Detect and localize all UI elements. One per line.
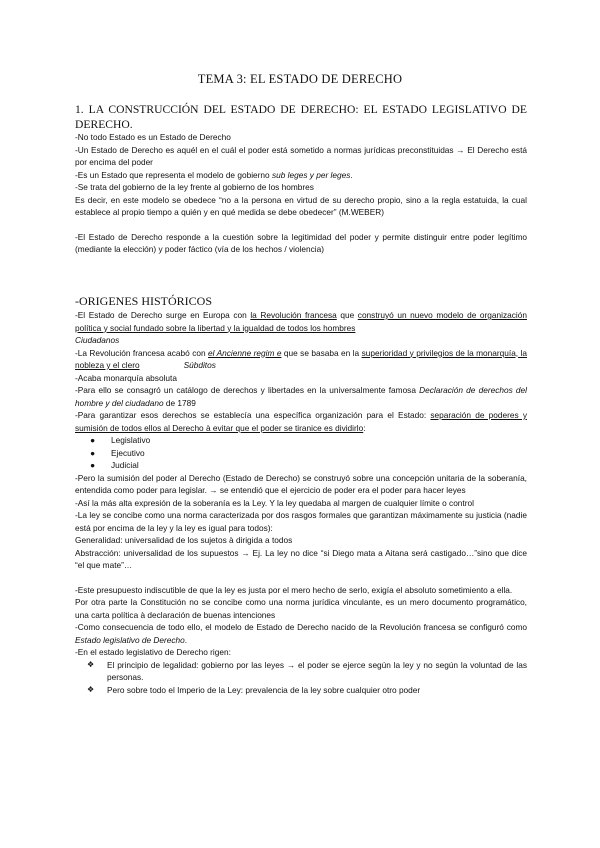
section-2-heading: -ORIGENES HISTÓRICOS — [75, 294, 213, 308]
paragraph: Generalidad: universalidad de los sujetos à dirigida a todos — [75, 535, 293, 545]
bullet-icon: ● — [90, 460, 96, 470]
paragraph: -El Estado de Derecho surge en Europa con la Revolución francesa que construyó un nuevo modelo de organización política y social fundado sobre la libertad y la igualdad de todos los hombres Ciudadanos — [75, 310, 527, 345]
paragraph: -La ley se concibe como una norma caracterizada por dos rasgos formales que garantizan máximamente su justicia (nadie está por encima de la ley y la ley es igual para todos): — [75, 510, 527, 533]
list-item: ● Ejecutivo — [90, 447, 145, 458]
list-item: ● Legislativo — [90, 435, 151, 445]
list-item: ● Judicial — [90, 460, 139, 470]
diamond-bullet-icon: ❖ — [87, 684, 95, 694]
paragraph: -Para ello se consagró un catálogo de derechos y libertades en la universalmente famosa Declaración de derechos del hombre y del ciudadano de 1789 — [75, 385, 527, 408]
section-1-heading: 1. LA CONSTRUCCIÓN DEL ESTADO DE DERECHO: EL ESTADO LEGISLATIVO DE DERECHO. — [75, 103, 527, 131]
document-title: TEMA 3: EL ESTADO DE DERECHO — [197, 72, 403, 86]
paragraph: -Pero la sumisión del poder al Derecho (Estado de Derecho) se construyó sobre una concepción unitaria de la soberanía, entendida como poder para legislar. → se entendió que el ejercicio de poder era el poder para hacer leyes — [75, 472, 527, 495]
bullet-icon: ● — [90, 447, 96, 458]
powers-list — [75, 434, 527, 472]
paragraph: Abstracción: universalidad de los supuestos → Ej. La ley no dice “si Diego mata a Aitana será castigado…”sino que dice “el que mate”… — [75, 547, 527, 570]
paragraph: -Se trata del gobierno de la ley frente al gobierno de los hombres — [75, 182, 314, 192]
paragraph: -Como consecuencia de todo ello, el modelo de Estado de Derecho nacido de la Revolución francesa se configuró como Estado legislativo de Derecho. — [75, 622, 527, 645]
paragraph: -Así la más alta expresión de la soberanía es la Ley. Y la ley quedaba al margen de cualquier límite o control — [75, 497, 474, 508]
diamond-bullet-icon: ❖ — [87, 659, 95, 669]
paragraph: -No todo Estado es un Estado de Derecho — [75, 132, 231, 142]
paragraph: -Para garantizar esos derechos se establecía una específica organización para el Estado: separación de poderes y sumisión de todos ellos al Derecho à evitar que el poder se tiranice es dividirlo: — [75, 410, 527, 433]
section-1-body — [75, 131, 527, 256]
paragraph: -En el estado legislativo de Derecho rigen: — [75, 647, 231, 657]
list-item: ❖ El principio de legalidad: gobierno por las leyes → el poder se ejerce según la ley y no según la voluntad de las personas. — [87, 659, 527, 682]
paragraph: -Es un Estado que representa el modelo de gobierno sub leges y per leges. — [75, 169, 353, 180]
paragraph: -Acaba monarquía absoluta — [75, 372, 177, 383]
quote-paragraph: Es decir, en este modelo se obedece “no a la persona en virtud de su derecho propio, sino a la regla estatuida, la cual establece al propio tiempo a quién y en qué medida se debe obedecer” (M.WEBER) — [75, 194, 527, 217]
bullet-icon: ● — [90, 435, 96, 445]
section-2-body — [75, 309, 527, 696]
list-item: ❖ Pero sobre todo el Imperio de la Ley: prevalencia de la ley sobre cualquier otro poder — [87, 684, 421, 695]
paragraph: Por otra parte la Constitución no se concibe como una norma jurídica vinculante, es un mero documento programático, una carta política à declaración de buenas intenciones — [75, 597, 527, 620]
paragraph: -El Estado de Derecho responde a la cuestión sobre la legitimidad del poder y permite distinguir entre poder legítimo (mediante la elección) y poder fáctico (vía de los hechos / violencia) — [75, 231, 527, 254]
paragraph: -Este presupuesto indiscutible de que la ley es justa por el mero hecho de serlo, exigía el absoluto sometimiento a ella. — [75, 584, 513, 595]
paragraph: -Un Estado de Derecho es aquél en el cuál el poder está sometido a normas jurídicas preconstituidas → El Derecho está por encima del poder — [75, 144, 527, 167]
principles-list — [75, 659, 527, 697]
paragraph: -La Revolución francesa acabó con el Ancienne regim e que se basaba en la superioridad y privilegios de la monarquía, la nobleza y el clero Súbditos — [75, 347, 528, 370]
